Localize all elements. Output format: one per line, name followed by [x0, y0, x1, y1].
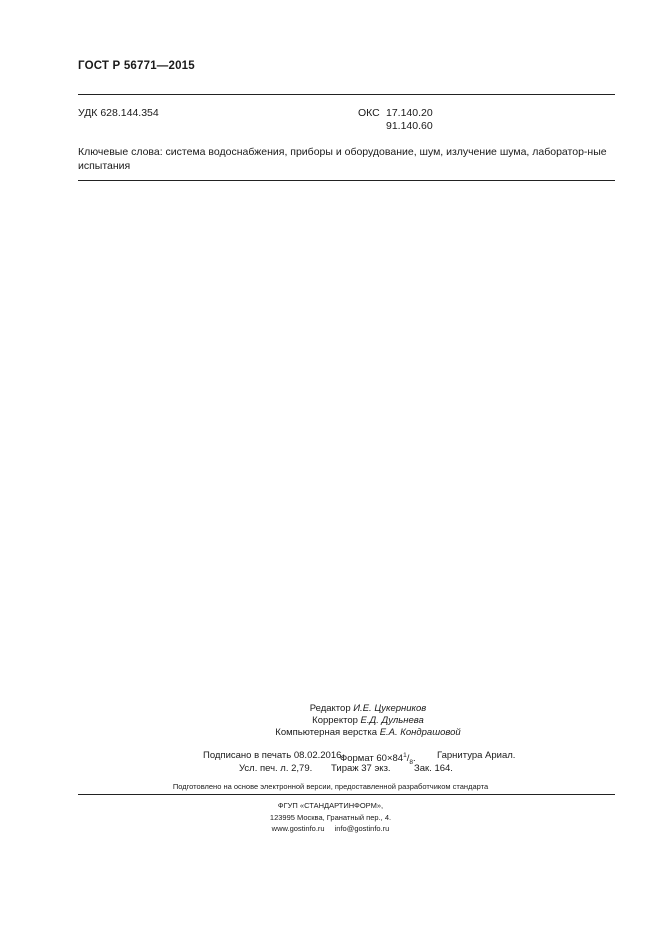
- oks-label: ОКС: [358, 107, 380, 119]
- print-run: Тираж 37 экз.: [331, 763, 391, 774]
- oks-code-2: 91.140.60: [386, 119, 433, 132]
- typeface-info: Гарнитура Ариал.: [437, 750, 516, 761]
- layout-name: Е.А. Кондрашовой: [379, 727, 461, 738]
- credits-block: [250, 703, 486, 739]
- publisher-contacts: [0, 823, 661, 835]
- corrector-line: Корректор Е.Д. Дульнева: [312, 715, 424, 726]
- signed-date: Подписано в печать 08.02.2016.: [203, 750, 345, 761]
- corrector-name: Е.Д. Дульнева: [360, 715, 424, 726]
- editor-line: Редактор И.Е. Цукерников: [309, 703, 427, 714]
- publisher-name: ФГУП «СТАНДАРТИНФОРМ»,: [277, 801, 384, 810]
- publisher-block: [0, 800, 661, 835]
- header-divider: [78, 94, 615, 95]
- source-footnote: Подготовлено на основе электронной версии, предоставленной разработчиком стандарта: [172, 782, 489, 791]
- layout-line: Компьютерная верстка Е.А. Кондрашовой: [275, 727, 461, 738]
- print-sheets: Усл. печ. л. 2,79.: [239, 763, 313, 774]
- publisher-email[interactable]: info@gostinfo.ru: [334, 824, 390, 833]
- publisher-address: 123995 Москва, Гранатный пер., 4.: [269, 812, 392, 822]
- udk-code: УДК 628.144.354: [78, 107, 159, 119]
- keywords-text: Ключевые слова: система водоснабжения, приборы и оборудование, шум, излучение шума, лаборатор-ные испытания: [78, 146, 607, 172]
- footer-divider: [78, 794, 615, 795]
- order-number: Зак. 164.: [414, 763, 453, 774]
- editor-name: И.Е. Цукерников: [353, 703, 427, 714]
- oks-code-1: 17.140.20: [386, 107, 433, 119]
- document-header-title: ГОСТ Р 56771—2015: [78, 60, 195, 72]
- publisher-website[interactable]: www.gostinfo.ru: [271, 824, 325, 833]
- oks-codes: [386, 107, 433, 132]
- paper-format: Формат $60\times 84^1/_8$.: [340, 752, 416, 767]
- keywords-divider: [78, 180, 615, 181]
